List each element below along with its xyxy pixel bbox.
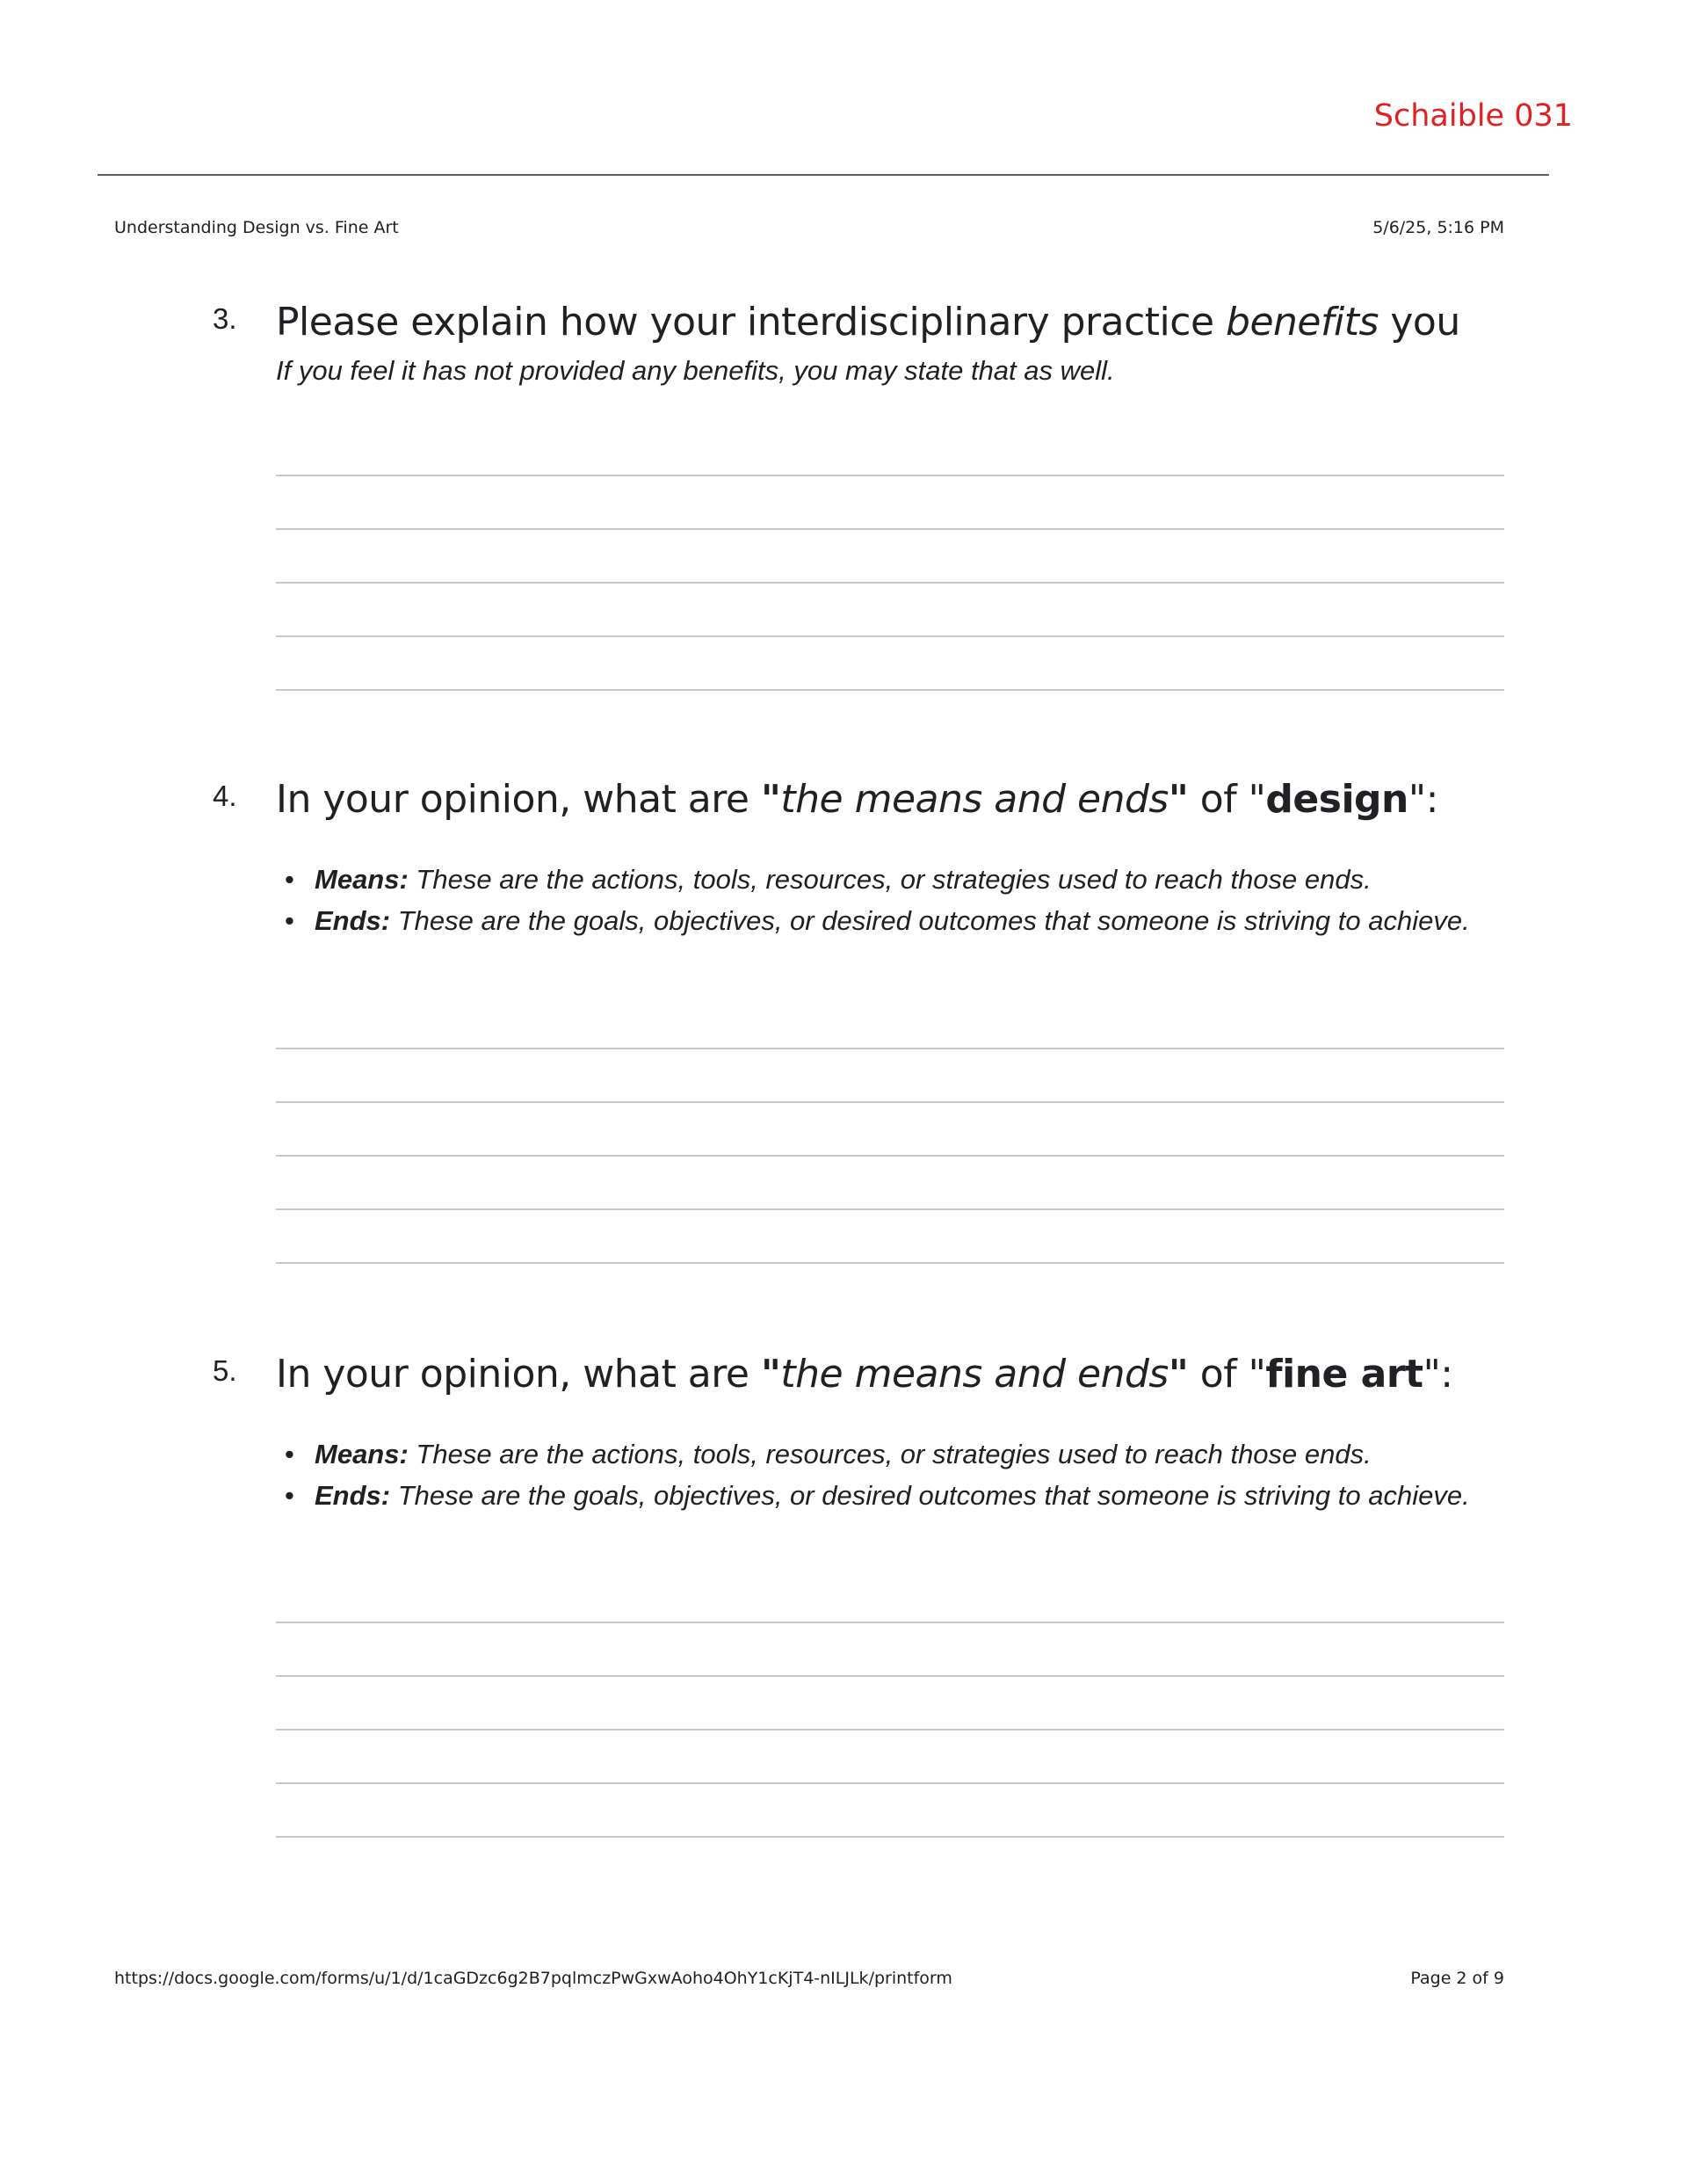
answer-line	[276, 1782, 1504, 1784]
answer-line	[276, 1836, 1504, 1838]
answer-area[interactable]	[276, 1622, 1504, 1890]
print-header	[114, 218, 1504, 237]
question-body	[276, 299, 1504, 387]
answer-line	[276, 1675, 1504, 1677]
question-number: 3.	[213, 302, 237, 335]
top-divider	[98, 174, 1549, 176]
question-title: Please explain how your interdisciplinary practice benefits you	[276, 300, 1460, 345]
page-number: Page 2 of 9	[1410, 1969, 1504, 1988]
list-item: • Ends: These are the goals, objectives, or desired outcomes that someone is striving to achieve.	[315, 900, 1504, 941]
answer-line	[276, 1622, 1504, 1623]
question-number: 4.	[213, 780, 237, 812]
question-body	[276, 776, 1504, 941]
answer-line	[276, 475, 1504, 476]
question-title: In your opinion, what are "the means and ends" of "fine art":	[276, 1352, 1453, 1397]
answer-line	[276, 1101, 1504, 1103]
answer-line	[276, 1048, 1504, 1049]
print-footer	[114, 1969, 1504, 1988]
answer-line	[276, 1155, 1504, 1157]
answer-line	[276, 1729, 1504, 1731]
answer-line	[276, 1262, 1504, 1264]
answer-line	[276, 635, 1504, 637]
answer-area[interactable]	[276, 475, 1504, 743]
form-url: https://docs.google.com/forms/u/1/d/1caGDzc6g2B7pqlmczPwGxwAoho4OhY1cKjT4-nILJLk/printform	[114, 1969, 952, 1988]
answer-area[interactable]	[276, 1048, 1504, 1316]
answer-line	[276, 582, 1504, 584]
list-item: • Means: These are the actions, tools, resources, or strategies used to reach those ends.	[315, 1433, 1504, 1475]
question-body	[276, 1351, 1504, 1516]
form-title: Understanding Design vs. Fine Art	[114, 218, 399, 237]
question-description: If you feel it has not provided any benefits, you may state that as well.	[276, 355, 1115, 386]
definition-list	[276, 859, 1504, 941]
list-item: • Means: These are the actions, tools, resources, or strategies used to reach those ends.	[315, 859, 1504, 900]
answer-line	[276, 528, 1504, 530]
question-title: In your opinion, what are "the means and ends" of "design":	[276, 777, 1438, 822]
answer-line	[276, 1208, 1504, 1210]
answer-line	[276, 689, 1504, 691]
archive-stamp: Schaible 031	[1373, 98, 1573, 134]
question-number: 5.	[213, 1354, 237, 1387]
list-item: • Ends: These are the goals, objectives, or desired outcomes that someone is striving to achieve.	[315, 1475, 1504, 1516]
print-datetime: 5/6/25, 5:16 PM	[1372, 218, 1504, 237]
definition-list	[276, 1433, 1504, 1516]
